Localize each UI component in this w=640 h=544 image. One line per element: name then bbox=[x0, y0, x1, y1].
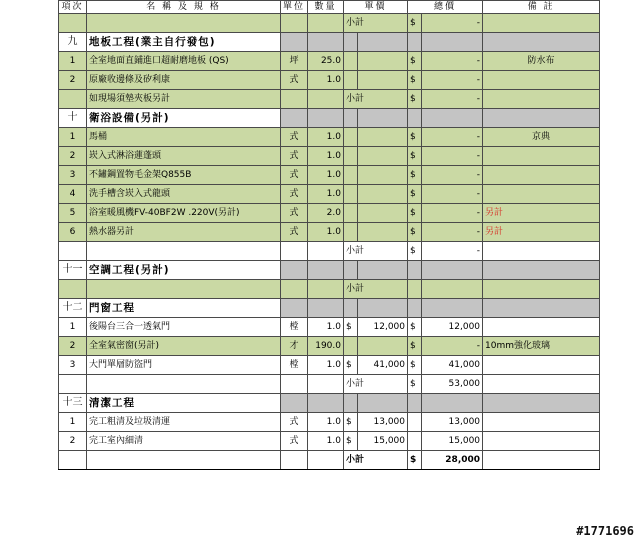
row-number: 4 bbox=[59, 185, 87, 204]
table-row bbox=[59, 337, 600, 356]
row-unit: 式 bbox=[281, 128, 308, 147]
table-row bbox=[59, 318, 600, 337]
subtotal-row-top bbox=[59, 14, 600, 33]
section-number: 十 bbox=[59, 109, 87, 128]
table-row bbox=[59, 413, 600, 432]
table-row bbox=[59, 356, 600, 375]
subtotal-currency: $ bbox=[408, 375, 422, 394]
section-header-row bbox=[59, 33, 600, 52]
subtotal-label: 小計 bbox=[344, 242, 408, 261]
row-total-currency: $ bbox=[408, 337, 422, 356]
subtotal-currency bbox=[408, 280, 422, 299]
row-note bbox=[483, 318, 600, 337]
section-title: 門窗工程 bbox=[87, 299, 281, 318]
row-total-currency: $ bbox=[408, 185, 422, 204]
section-header-row bbox=[59, 299, 600, 318]
subtotal-remark bbox=[87, 451, 281, 470]
row-unit: 式 bbox=[281, 71, 308, 90]
subtotal-label: 小計 bbox=[344, 280, 408, 299]
section-title: 地板工程(業主自行發包) bbox=[87, 33, 281, 52]
row-total: - bbox=[422, 166, 483, 185]
row-note bbox=[483, 413, 600, 432]
row-quantity: 1.0 bbox=[308, 185, 344, 204]
row-price-currency: $ bbox=[344, 318, 358, 337]
subtotal-total: 53,000 bbox=[422, 375, 483, 394]
row-item-name: 馬桶 bbox=[87, 128, 281, 147]
subtotal-row bbox=[59, 451, 600, 470]
subtotal-currency: $ bbox=[408, 14, 422, 33]
row-total: 41,000 bbox=[422, 356, 483, 375]
row-total-currency: $ bbox=[408, 356, 422, 375]
subtotal-currency: $ bbox=[408, 90, 422, 109]
row-note bbox=[483, 166, 600, 185]
row-unit-price bbox=[358, 223, 408, 242]
table-row bbox=[59, 432, 600, 451]
row-price-currency bbox=[344, 147, 358, 166]
row-unit: 樘 bbox=[281, 318, 308, 337]
row-unit-price bbox=[358, 52, 408, 71]
row-price-currency bbox=[344, 223, 358, 242]
watermark-id: #1771696 bbox=[576, 524, 634, 538]
row-unit: 坪 bbox=[281, 52, 308, 71]
section-header-row bbox=[59, 109, 600, 128]
row-unit-price bbox=[358, 166, 408, 185]
subtotal-currency: $ bbox=[408, 242, 422, 261]
row-price-currency bbox=[344, 71, 358, 90]
subtotal-row bbox=[59, 90, 600, 109]
row-quantity: 2.0 bbox=[308, 204, 344, 223]
row-price-currency bbox=[344, 204, 358, 223]
subtotal-remark bbox=[87, 280, 281, 299]
row-price-currency bbox=[344, 337, 358, 356]
row-item-name: 熱水器另計 bbox=[87, 223, 281, 242]
table-row bbox=[59, 52, 600, 71]
row-price-currency bbox=[344, 166, 358, 185]
row-total: 12,000 bbox=[422, 318, 483, 337]
row-unit: 才 bbox=[281, 337, 308, 356]
table-row bbox=[59, 128, 600, 147]
row-item-name: 完工粗清及垃圾清運 bbox=[87, 413, 281, 432]
table-row bbox=[59, 166, 600, 185]
row-number: 2 bbox=[59, 432, 87, 451]
row-note bbox=[483, 432, 600, 451]
row-price-currency: $ bbox=[344, 432, 358, 451]
row-note bbox=[483, 185, 600, 204]
subtotal-remark bbox=[87, 375, 281, 394]
row-total: - bbox=[422, 223, 483, 242]
row-total: - bbox=[422, 185, 483, 204]
quotation-table bbox=[58, 0, 600, 470]
row-unit-price bbox=[358, 337, 408, 356]
row-unit: 式 bbox=[281, 185, 308, 204]
section-header-row bbox=[59, 394, 600, 413]
section-number: 十三 bbox=[59, 394, 87, 413]
row-note: 另計 bbox=[483, 223, 600, 242]
row-unit-price bbox=[358, 185, 408, 204]
row-quantity: 1.0 bbox=[308, 71, 344, 90]
row-unit-price bbox=[358, 128, 408, 147]
row-unit: 式 bbox=[281, 204, 308, 223]
subtotal-total: - bbox=[422, 14, 483, 33]
row-unit: 樘 bbox=[281, 356, 308, 375]
row-item-name: 原廠收邊條及矽利康 bbox=[87, 71, 281, 90]
row-unit: 式 bbox=[281, 166, 308, 185]
header-unit: 單位 bbox=[281, 1, 308, 14]
row-item-name: 後陽台三合一透氣門 bbox=[87, 318, 281, 337]
row-quantity: 1.0 bbox=[308, 166, 344, 185]
row-item-name: 不鏽鋼置物毛金架Q855B bbox=[87, 166, 281, 185]
subtotal-row bbox=[59, 280, 600, 299]
row-total: - bbox=[422, 204, 483, 223]
row-number: 1 bbox=[59, 318, 87, 337]
row-quantity: 1.0 bbox=[308, 128, 344, 147]
section-title: 清潔工程 bbox=[87, 394, 281, 413]
row-note: 防水布 bbox=[483, 52, 600, 71]
row-note: 京典 bbox=[483, 128, 600, 147]
row-quantity: 1.0 bbox=[308, 147, 344, 166]
row-quantity: 190.0 bbox=[308, 337, 344, 356]
row-unit-price: 13,000 bbox=[358, 413, 408, 432]
table-header-row bbox=[59, 1, 600, 14]
section-number: 十二 bbox=[59, 299, 87, 318]
subtotal-label: 小計 bbox=[344, 375, 408, 394]
row-total: 13,000 bbox=[422, 413, 483, 432]
table-row bbox=[59, 204, 600, 223]
row-total-currency bbox=[408, 413, 422, 432]
row-number: 1 bbox=[59, 52, 87, 71]
row-unit-price: 15,000 bbox=[358, 432, 408, 451]
section-number: 十一 bbox=[59, 261, 87, 280]
row-unit: 式 bbox=[281, 223, 308, 242]
header-item: 項次 bbox=[59, 1, 87, 14]
row-number: 6 bbox=[59, 223, 87, 242]
row-number: 2 bbox=[59, 71, 87, 90]
row-unit-price bbox=[358, 71, 408, 90]
row-item-name: 浴室暖風機FV-40BF2W .220V(另計) bbox=[87, 204, 281, 223]
table-row bbox=[59, 185, 600, 204]
table-row bbox=[59, 223, 600, 242]
row-price-currency bbox=[344, 185, 358, 204]
row-number: 2 bbox=[59, 147, 87, 166]
row-unit-price bbox=[358, 147, 408, 166]
row-unit: 式 bbox=[281, 147, 308, 166]
row-note: 另計 bbox=[483, 204, 600, 223]
row-price-currency bbox=[344, 52, 358, 71]
row-item-name: 全室氣密窗(另計) bbox=[87, 337, 281, 356]
row-unit-price bbox=[358, 204, 408, 223]
subtotal-total: 28,000 bbox=[422, 451, 483, 470]
row-price-currency: $ bbox=[344, 356, 358, 375]
row-number: 5 bbox=[59, 204, 87, 223]
row-total-currency: $ bbox=[408, 52, 422, 71]
subtotal-total bbox=[422, 280, 483, 299]
section-number: 九 bbox=[59, 33, 87, 52]
table-row bbox=[59, 71, 600, 90]
row-number: 1 bbox=[59, 128, 87, 147]
section-header-row bbox=[59, 261, 600, 280]
row-unit-price: 41,000 bbox=[358, 356, 408, 375]
header-qty: 數量 bbox=[308, 1, 344, 14]
row-item-name: 完工室內細清 bbox=[87, 432, 281, 451]
row-total-currency bbox=[408, 432, 422, 451]
row-quantity: 1.0 bbox=[308, 223, 344, 242]
subtotal-remark bbox=[87, 242, 281, 261]
section-title: 衛浴設備(另計) bbox=[87, 109, 281, 128]
row-total: 15,000 bbox=[422, 432, 483, 451]
subtotal-label: 小計 bbox=[344, 90, 408, 109]
row-item-name: 洗手槽含崁入式龍頭 bbox=[87, 185, 281, 204]
row-quantity: 1.0 bbox=[308, 318, 344, 337]
row-total: - bbox=[422, 52, 483, 71]
subtotal-label: 小計 bbox=[344, 14, 408, 33]
row-number: 2 bbox=[59, 337, 87, 356]
row-total-currency: $ bbox=[408, 128, 422, 147]
row-total-currency: $ bbox=[408, 223, 422, 242]
subtotal-total: - bbox=[422, 242, 483, 261]
row-number: 3 bbox=[59, 166, 87, 185]
row-number: 1 bbox=[59, 413, 87, 432]
row-note bbox=[483, 356, 600, 375]
row-item-name: 崁入式淋浴蓮蓬頭 bbox=[87, 147, 281, 166]
row-unit-price: 12,000 bbox=[358, 318, 408, 337]
section-title: 空調工程(另計) bbox=[87, 261, 281, 280]
row-unit: 式 bbox=[281, 413, 308, 432]
row-number: 3 bbox=[59, 356, 87, 375]
row-note: 10mm強化玻璃 bbox=[483, 337, 600, 356]
row-price-currency bbox=[344, 128, 358, 147]
row-note bbox=[483, 71, 600, 90]
row-item-name: 大門單層防盜門 bbox=[87, 356, 281, 375]
subtotal-row bbox=[59, 375, 600, 394]
row-price-currency: $ bbox=[344, 413, 358, 432]
row-total: - bbox=[422, 147, 483, 166]
row-total: - bbox=[422, 337, 483, 356]
row-total-currency: $ bbox=[408, 166, 422, 185]
header-name: 名 稱 及 規 格 bbox=[87, 1, 281, 14]
row-unit: 式 bbox=[281, 432, 308, 451]
row-total-currency: $ bbox=[408, 204, 422, 223]
row-total-currency: $ bbox=[408, 147, 422, 166]
subtotal-row bbox=[59, 242, 600, 261]
subtotal-currency: $ bbox=[408, 451, 422, 470]
row-quantity: 1.0 bbox=[308, 356, 344, 375]
row-quantity: 25.0 bbox=[308, 52, 344, 71]
subtotal-remark: 如現場須墊夾板另計 bbox=[87, 90, 281, 109]
row-item-name: 全室地面直鋪進口超耐磨地板 (QS) bbox=[87, 52, 281, 71]
subtotal-label: 小計 bbox=[344, 451, 408, 470]
header-note: 備 註 bbox=[483, 1, 600, 14]
row-total-currency: $ bbox=[408, 71, 422, 90]
row-quantity: 1.0 bbox=[308, 413, 344, 432]
header-price: 單價 bbox=[344, 1, 408, 14]
table-row bbox=[59, 147, 600, 166]
row-total: - bbox=[422, 128, 483, 147]
row-total-currency: $ bbox=[408, 318, 422, 337]
subtotal-total: - bbox=[422, 90, 483, 109]
row-note bbox=[483, 147, 600, 166]
row-total: - bbox=[422, 71, 483, 90]
row-quantity: 1.0 bbox=[308, 432, 344, 451]
header-total: 總價 bbox=[408, 1, 483, 14]
